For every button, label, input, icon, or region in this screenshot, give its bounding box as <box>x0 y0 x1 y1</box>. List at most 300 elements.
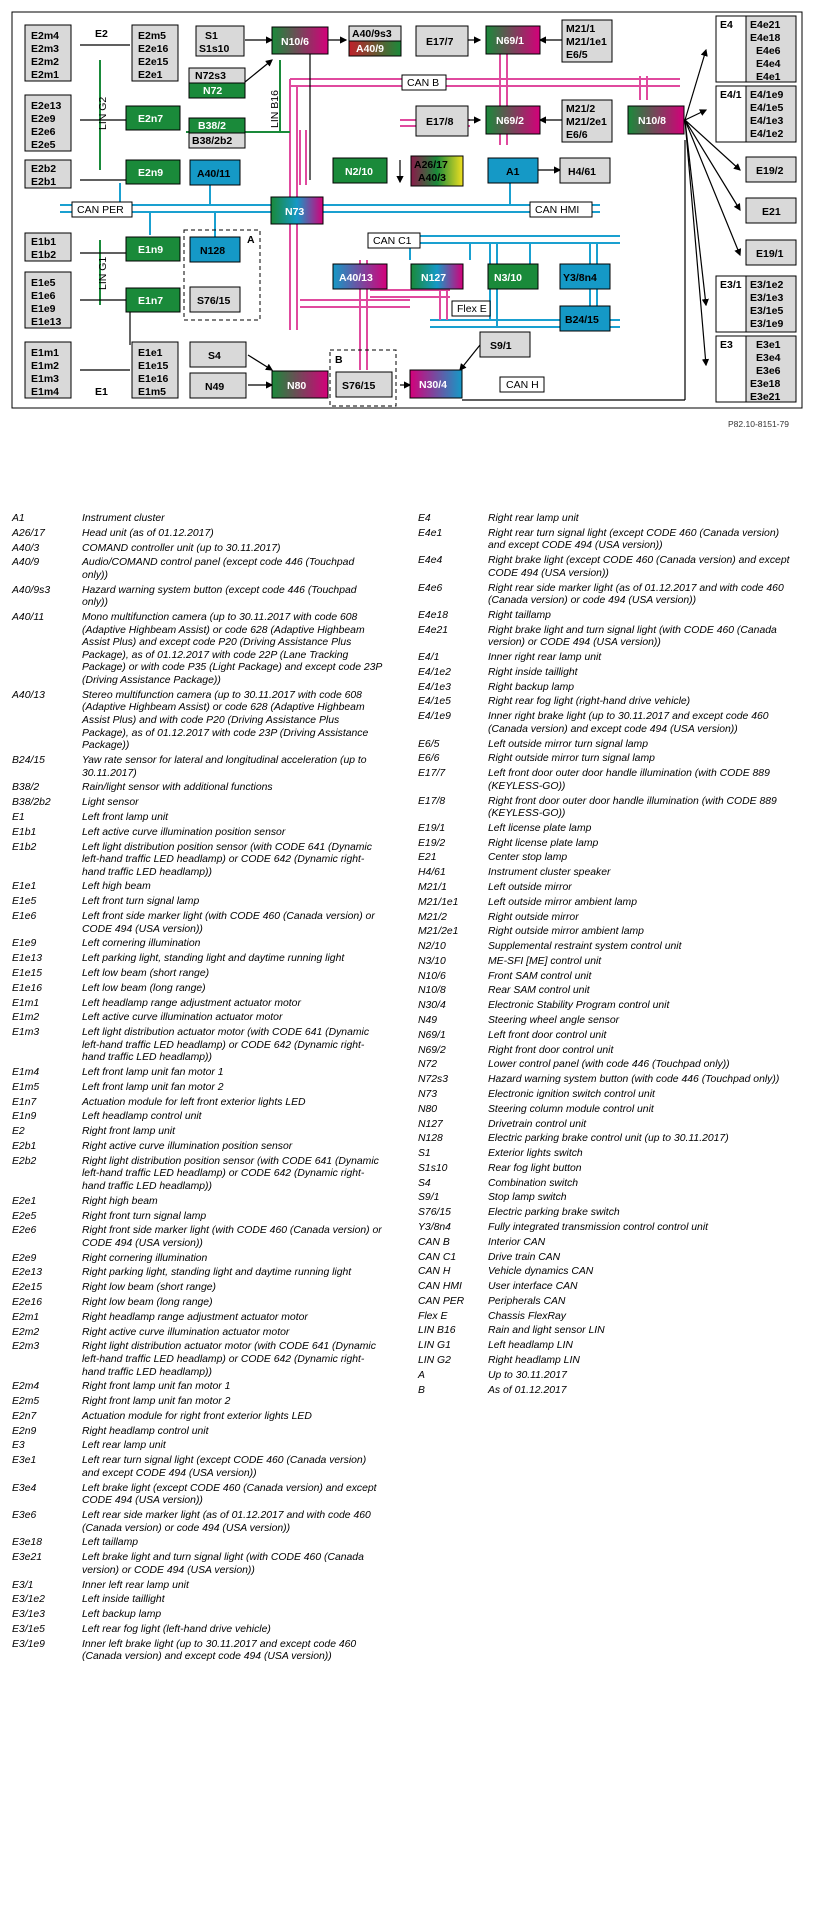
legend-row <box>12 1156 412 1194</box>
legend-row <box>12 797 412 810</box>
legend-description: Inner left rear lamp unit <box>82 1579 189 1591</box>
legend-row <box>12 782 412 795</box>
legend-code: E21 <box>418 852 437 864</box>
legend-row <box>418 897 813 910</box>
legend-code: E2e5 <box>12 1210 37 1222</box>
e4-unit: E4e1 <box>756 71 781 83</box>
legend-description: Left outside mirror <box>488 882 572 893</box>
legend-row <box>418 1015 813 1028</box>
e1-unit: E1e9 <box>31 303 56 315</box>
legend-code: B <box>418 1384 425 1396</box>
legend-row <box>418 696 813 709</box>
legend-description: Left light distribution position sensor (with CODE 641 (Dynamic left-hand traffic LED headlamp) or CODE 642 (Dynamic right-hand traffic LED headlamp)) <box>82 841 372 878</box>
legend-code: A1 <box>12 513 25 524</box>
legend-description: Left light distribution actuator motor (with CODE 641 (Dynamic left-hand traffic LED headlamp) or CODE 642 (Dynamic right-hand traffic LED headlamp)) <box>82 1027 370 1064</box>
legend-code: E4/1 <box>418 652 440 664</box>
legend-description: Left active curve illumination position sensor <box>82 826 286 838</box>
e3-unit: E3e21 <box>750 391 781 403</box>
legend-description: Right front lamp unit <box>82 1126 175 1138</box>
e31-unit: E3/1e3 <box>750 292 784 304</box>
legend-description: Mono multifunction camera (up to 30.11.2017 with code 608 (Adaptive Highbeam Assist) or code 628 (Adaptive Highbeam Assist Plus) and except code P20 (Driving Assistance Plus Package), as of 01.12.2017 with code 22P (Lane Tracking Package) or with code P35 (Light Package) and except code 23P (Driving Assistance Package)) <box>82 612 382 687</box>
a40-9s3: A40/9s3 <box>352 28 392 40</box>
e2-unit: E2b2 <box>31 163 57 175</box>
e31-unit: E3/1e5 <box>750 305 784 317</box>
s1-unit: S1s10 <box>199 43 230 55</box>
legend-row <box>418 1148 813 1161</box>
legend-code: E1m4 <box>12 1067 40 1079</box>
legend-code: E3e18 <box>12 1537 43 1549</box>
legend-row <box>12 1624 412 1637</box>
e4-unit: E4e4 <box>756 58 781 70</box>
legend-description: Rain/light sensor with additional functions <box>82 782 273 794</box>
legend-code: A26/17 <box>12 527 45 539</box>
legend-row <box>418 852 813 865</box>
legend-code: B24/15 <box>12 755 45 766</box>
legend-description: Left brake light (except CODE 460 (Canada version) and except CODE 494 (USA version)) <box>82 1482 377 1507</box>
legend-description: Right brake light and turn signal light (with CODE 460 (Canada version) or CODE 494 (USA version)) <box>488 624 777 649</box>
group-a-label: A <box>247 234 255 246</box>
legend-description: Instrument cluster <box>82 513 165 524</box>
e6-6: E6/6 <box>566 129 588 141</box>
legend-row <box>418 926 813 939</box>
legend-row <box>418 985 813 998</box>
legend-code: E3e21 <box>12 1552 43 1564</box>
legend-description: Right cornering illumination <box>82 1252 208 1264</box>
legend-description: Right high beam <box>82 1195 158 1207</box>
figure-reference: P82.10-8151-79 <box>728 419 789 429</box>
e1-unit: E1m1 <box>31 347 60 359</box>
legend-description: Right rear side marker light (as of 01.12.2017 and with code 460 (Canada version) or code 494 (USA version)) <box>488 582 784 607</box>
legend-code: A40/9 <box>12 557 40 569</box>
legend-code: E2e1 <box>12 1195 37 1207</box>
legend-row <box>418 1385 813 1398</box>
legend-row <box>12 543 412 556</box>
wiring-diagram <box>0 0 813 412</box>
legend-description: Left taillamp <box>82 1537 139 1549</box>
e19-2-box: E19/2 <box>756 165 784 177</box>
legend-code: S1s10 <box>418 1162 448 1174</box>
legend-row <box>418 796 813 821</box>
legend-row <box>418 513 813 526</box>
legend-description: Right active curve illumination position sensor <box>82 1140 293 1152</box>
legend-description: Inner left brake light (up to 30.11.2017 and except code 460 (Canada version) and except code 494 (USA version)) <box>82 1638 357 1663</box>
legend-row <box>12 1282 412 1295</box>
can-b-label: CAN B <box>407 77 440 89</box>
e1-unit: E1b2 <box>31 249 57 261</box>
legend-row <box>12 1297 412 1310</box>
legend-row <box>418 1340 813 1353</box>
legend-code: CAN PER <box>418 1295 465 1307</box>
n73-box: N73 <box>285 206 305 218</box>
legend-code: E19/2 <box>418 837 446 849</box>
legend-description: Left front door control unit <box>488 1029 607 1041</box>
legend-row <box>418 1000 813 1013</box>
legend-description: Exterior lights switch <box>488 1148 583 1160</box>
legend-code: A40/3 <box>12 542 40 554</box>
legend-description: Right active curve illumination actuator motor <box>82 1326 290 1338</box>
legend-description: Right outside mirror ambient lamp <box>488 926 644 938</box>
legend-row <box>418 956 813 969</box>
legend-row <box>418 912 813 925</box>
legend-description: Right low beam (long range) <box>82 1297 213 1308</box>
legend-code: S9/1 <box>418 1192 440 1204</box>
legend-description: Left rear fog light (left-hand drive vehicle) <box>82 1623 271 1635</box>
legend-row <box>418 823 813 836</box>
legend-code: E1e15 <box>12 967 43 979</box>
legend-description: Right front door control unit <box>488 1044 614 1056</box>
legend-row <box>12 1341 412 1379</box>
legend-description: Left cornering illumination <box>82 938 201 950</box>
legend-code: M21/1 <box>418 882 447 893</box>
legend-code: E4 <box>418 513 431 524</box>
legend-description: Right headlamp range adjustment actuator motor <box>82 1311 308 1323</box>
legend-row <box>12 896 412 909</box>
legend-row <box>12 1012 412 1025</box>
legend-description: Left brake light and turn signal light (with CODE 460 (Canada version) or CODE 494 (USA version)) <box>82 1552 364 1576</box>
legend-code: E2e13 <box>12 1267 43 1279</box>
legend-right-column <box>418 513 813 1399</box>
m21-1e1: M21/1e1 <box>566 36 607 48</box>
legend-row <box>418 1192 813 1205</box>
legend-description: Right headlamp LIN <box>488 1355 580 1366</box>
legend-code: N128 <box>418 1133 443 1145</box>
legend-description: Left front lamp unit fan motor 1 <box>82 1067 224 1079</box>
legend-description: Yaw rate sensor for lateral and longitudinal acceleration (up to 30.11.2017) <box>82 755 367 779</box>
e41-unit: E4/1e9 <box>750 89 784 101</box>
s1-unit: S1 <box>205 30 218 42</box>
legend-code: E4e1 <box>418 527 443 539</box>
legend-code: N10/8 <box>418 985 446 997</box>
legend-description: Inner right rear lamp unit <box>488 652 602 664</box>
legend-code: A <box>418 1369 425 1381</box>
n69-1-box: N69/1 <box>496 35 525 47</box>
e1-unit: E1e16 <box>138 373 169 385</box>
legend-row <box>418 971 813 984</box>
legend-description: As of 01.12.2017 <box>488 1384 567 1396</box>
legend-row <box>12 1327 412 1340</box>
legend-row <box>12 968 412 981</box>
legend-description: Stop lamp switch <box>488 1192 567 1204</box>
legend-code: E1b1 <box>12 826 37 838</box>
legend-row <box>418 610 813 623</box>
legend-row <box>12 1141 412 1154</box>
legend-row <box>12 1126 412 1139</box>
legend-code: N72 <box>418 1059 438 1071</box>
legend-code: S4 <box>418 1177 431 1189</box>
e2-unit: E2e13 <box>31 100 62 112</box>
m21-2e1: M21/2e1 <box>566 116 607 128</box>
can-c1-label: CAN C1 <box>373 235 412 247</box>
legend-code: E2e9 <box>12 1252 37 1264</box>
legend-row <box>418 1296 813 1309</box>
legend-code: E3e6 <box>12 1509 37 1521</box>
legend-row <box>12 1381 412 1394</box>
legend-code: E3/1e5 <box>12 1623 45 1635</box>
legend-code: N30/4 <box>418 1000 446 1012</box>
legend-row <box>418 1281 813 1294</box>
legend-code: E2b1 <box>12 1140 37 1152</box>
legend-code: E2n9 <box>12 1425 37 1437</box>
legend-row <box>12 998 412 1011</box>
s4-box: S4 <box>208 350 221 362</box>
n3-10-box: N3/10 <box>494 272 523 284</box>
e19-1-box: E19/1 <box>756 248 784 260</box>
legend-description: Right outside mirror turn signal lamp <box>488 753 655 765</box>
a40-11-box: A40/11 <box>197 168 231 180</box>
n80-box: N80 <box>287 380 307 392</box>
legend-row <box>12 1196 412 1209</box>
e2-unit: E2e9 <box>31 113 56 125</box>
e1n9-box: E1n9 <box>138 244 164 256</box>
legend-description: Left rear side marker light (as of 01.12.2017 and with code 460 (Canada version) or code 494 (USA version)) <box>82 1509 371 1534</box>
legend-row <box>418 667 813 680</box>
legend-code: CAN B <box>418 1236 450 1248</box>
e31-unit: E3/1e9 <box>750 318 784 330</box>
legend-row <box>12 557 412 582</box>
legend-row <box>12 528 412 541</box>
legend-description: Actuation module for left front exterior lights LED <box>82 1096 306 1108</box>
e1-unit: E1m4 <box>31 386 60 398</box>
legend-row <box>12 1426 412 1439</box>
legend-code: E1e13 <box>12 953 43 965</box>
e2n9-box: E2n9 <box>138 167 164 179</box>
legend-code: E1e6 <box>12 911 37 923</box>
legend-row <box>418 528 813 553</box>
legend-description: Hazard warning system button (except code 446 (Touchpad only)) <box>82 584 357 609</box>
legend-code: E3/1e2 <box>12 1594 45 1606</box>
flex-e-label: Flex E <box>457 303 487 315</box>
legend-description: Electric parking brake switch <box>488 1207 620 1219</box>
legend-code: E2b2 <box>12 1155 37 1167</box>
legend-code: E3/1 <box>12 1579 34 1591</box>
legend-row <box>418 1222 813 1235</box>
legend-row <box>12 1082 412 1095</box>
e3-unit: E3e4 <box>756 352 781 364</box>
e2-unit: E2e1 <box>138 69 163 81</box>
s76-15b-box: S76/15 <box>342 380 376 392</box>
legend-row <box>12 1067 412 1080</box>
e2-unit: E2e6 <box>31 126 56 138</box>
legend-code: CAN H <box>418 1266 451 1278</box>
legend-row <box>12 1211 412 1224</box>
legend-description: User interface CAN <box>488 1281 578 1293</box>
legend-description: COMAND controller unit (up to 30.11.2017) <box>82 542 281 554</box>
e2-unit: E2m5 <box>138 30 167 42</box>
m21-1: M21/1 <box>566 23 596 35</box>
legend-code: H4/61 <box>418 867 446 879</box>
legend-code: E3 <box>12 1440 25 1452</box>
legend-description: Vehicle dynamics CAN <box>488 1266 594 1278</box>
legend-code: E1e9 <box>12 938 37 950</box>
legend-code: E4e4 <box>418 555 443 567</box>
legend-row <box>418 1059 813 1072</box>
legend-description: Right front side marker light (with CODE 460 (Canada version) or CODE 494 (USA version)) <box>82 1225 382 1249</box>
legend-left-column <box>12 513 412 1666</box>
legend-row <box>12 1510 412 1535</box>
legend-row <box>418 1252 813 1265</box>
legend-code: E4/1e9 <box>418 711 451 723</box>
legend-row <box>12 938 412 951</box>
legend-code: E3e4 <box>12 1482 37 1494</box>
n69-2-box: N69/2 <box>496 115 525 127</box>
legend-description: Left license plate lamp <box>488 822 592 834</box>
legend-row <box>12 612 412 688</box>
legend-description: Left headlamp LIN <box>488 1340 573 1352</box>
n72s3: N72s3 <box>195 70 226 82</box>
legend-description: ME-SFI [ME] control unit <box>488 955 602 967</box>
legend-code: E6/6 <box>418 753 440 765</box>
legend-row <box>418 941 813 954</box>
legend-description: Head unit (as of 01.12.2017) <box>82 527 214 539</box>
legend-description: Left backup lamp <box>82 1609 162 1621</box>
legend-row <box>12 911 412 936</box>
e1-unit: E1m3 <box>31 373 60 385</box>
legend-description: Right front lamp unit fan motor 2 <box>82 1396 231 1408</box>
legend-description: Left front door outer door handle illumination (with CODE 889 (KEYLESS-GO)) <box>488 768 770 792</box>
legend-row <box>418 1266 813 1279</box>
e2-unit: E2m3 <box>31 43 60 55</box>
lin-g2-label: LIN G2 <box>97 96 109 130</box>
legend-row <box>12 1312 412 1325</box>
legend-row <box>12 1396 412 1409</box>
legend-row <box>418 1311 813 1324</box>
legend-row <box>418 1104 813 1117</box>
legend-code: E1n7 <box>12 1096 37 1108</box>
legend-code: Flex E <box>418 1310 448 1322</box>
group-label-e3: E3 <box>720 339 733 351</box>
n49-box: N49 <box>205 381 225 393</box>
legend-description: Drive train CAN <box>488 1251 561 1263</box>
legend-description: Left high beam <box>82 881 151 893</box>
lin-b16-label: LIN B16 <box>269 90 281 128</box>
legend-description: Left headlamp control unit <box>82 1111 202 1123</box>
legend-code: N69/2 <box>418 1044 446 1056</box>
legend-row <box>418 625 813 650</box>
legend-code: E1e1 <box>12 881 37 893</box>
legend-code: N80 <box>418 1103 438 1115</box>
legend-description: Actuation module for right front exterior lights LED <box>82 1410 312 1422</box>
legend-code: E2m5 <box>12 1396 40 1408</box>
s76-15-box: S76/15 <box>197 295 231 307</box>
legend-code: A40/11 <box>12 612 45 624</box>
legend-code: E2m3 <box>12 1341 40 1353</box>
a40-9: A40/9 <box>356 43 385 55</box>
legend-code: E2m1 <box>12 1311 40 1323</box>
legend-code: E17/7 <box>418 768 446 780</box>
legend-description: Right backup lamp <box>488 681 575 693</box>
e21-box: E21 <box>762 206 781 218</box>
legend-row <box>418 867 813 880</box>
legend-description: Rain and light sensor LIN <box>488 1325 605 1337</box>
y3-8n4-box: Y3/8n4 <box>563 272 597 284</box>
legend-description: Right rear turn signal light (except CODE 460 (Canada version) and except CODE 494 (USA version)) <box>488 527 780 552</box>
e2-unit: E2e16 <box>138 43 169 55</box>
e4-unit: E4e18 <box>750 32 781 44</box>
legend-code: E2e16 <box>12 1297 43 1308</box>
legend-description: Left outside mirror ambient lamp <box>488 896 637 908</box>
legend-code: N49 <box>418 1015 438 1027</box>
legend-code: E1b2 <box>12 841 37 853</box>
legend-row <box>418 753 813 766</box>
n128-box: N128 <box>200 245 226 257</box>
legend-row <box>12 812 412 825</box>
legend-row <box>12 842 412 880</box>
legend-description: Left rear lamp unit <box>82 1440 166 1452</box>
legend-description: Right light distribution actuator motor (with CODE 641 (Dynamic left-hand traffic LED headlamp) or CODE 642 (Dynamic right-hand traffic LED headlamp)) <box>82 1341 376 1378</box>
legend-row <box>418 1370 813 1383</box>
e3-unit: E3e6 <box>756 365 781 377</box>
can-per-label: CAN PER <box>77 204 124 216</box>
legend-row <box>418 739 813 752</box>
legend-description: Right inside taillight <box>488 666 578 678</box>
legend-row <box>12 690 412 753</box>
legend-code: N10/6 <box>418 970 446 982</box>
legend-row <box>12 1639 412 1664</box>
legend-description: Right headlamp control unit <box>82 1425 209 1437</box>
e41-unit: E4/1e3 <box>750 115 784 127</box>
legend-description: Steering wheel angle sensor <box>488 1015 620 1027</box>
group-label-e2: E2 <box>95 28 108 40</box>
legend-code: E1m1 <box>12 997 40 1009</box>
legend-row <box>418 1089 813 1102</box>
can-h-label: CAN H <box>506 379 539 391</box>
legend-row <box>418 1163 813 1176</box>
e1-unit: E1m5 <box>138 386 167 398</box>
can-hmi-label: CAN HMI <box>535 204 580 216</box>
legend-code: M21/2e1 <box>418 926 459 938</box>
legend-description: Interior CAN <box>488 1236 546 1248</box>
legend-code: S1 <box>418 1148 431 1160</box>
legend-code: N3/10 <box>418 955 446 967</box>
legend-code: E1 <box>12 811 25 823</box>
legend-row <box>12 755 412 780</box>
legend-row <box>418 1074 813 1087</box>
legend-code: E4e21 <box>418 624 449 636</box>
legend-row <box>418 1119 813 1132</box>
legend-code: CAN C1 <box>418 1251 457 1263</box>
legend-row <box>12 1225 412 1250</box>
legend-description: Up to 30.11.2017 <box>488 1369 567 1381</box>
a26-17: A26/17 <box>414 159 448 171</box>
legend-row <box>12 1580 412 1593</box>
group-b-label: B <box>335 354 343 366</box>
legend-row <box>12 983 412 996</box>
group-label-e41: E4/1 <box>720 89 742 101</box>
legend-row <box>12 1455 412 1480</box>
legend-row <box>418 1325 813 1338</box>
legend-code: N69/1 <box>418 1029 446 1041</box>
legend-row <box>12 827 412 840</box>
legend-code: E1n9 <box>12 1111 37 1123</box>
e1-unit: E1e13 <box>31 316 62 328</box>
a1-box: A1 <box>506 166 520 178</box>
legend-description: Right front lamp unit fan motor 1 <box>82 1381 231 1393</box>
legend-description: Left front side marker light (with CODE 460 (Canada version) or CODE 494 (USA version)) <box>82 911 375 935</box>
group-label-e1: E1 <box>95 386 108 398</box>
legend-description: Electronic Stability Program control unit <box>488 1000 670 1012</box>
e3-unit: E3e18 <box>750 378 781 390</box>
b38-2b2: B38/2b2 <box>192 135 233 147</box>
legend-description: Combination switch <box>488 1177 579 1189</box>
e4-unit: E4e6 <box>756 45 781 57</box>
legend-code: E3/1e3 <box>12 1609 45 1621</box>
legend-row <box>418 555 813 580</box>
legend-code: A40/9s3 <box>12 584 51 596</box>
legend-description: Left front turn signal lamp <box>82 896 200 908</box>
legend-description: Audio/COMAND control panel (except code 446 (Touchpad only)) <box>82 557 355 581</box>
legend-row <box>418 838 813 851</box>
e1n7-box: E1n7 <box>138 295 164 307</box>
